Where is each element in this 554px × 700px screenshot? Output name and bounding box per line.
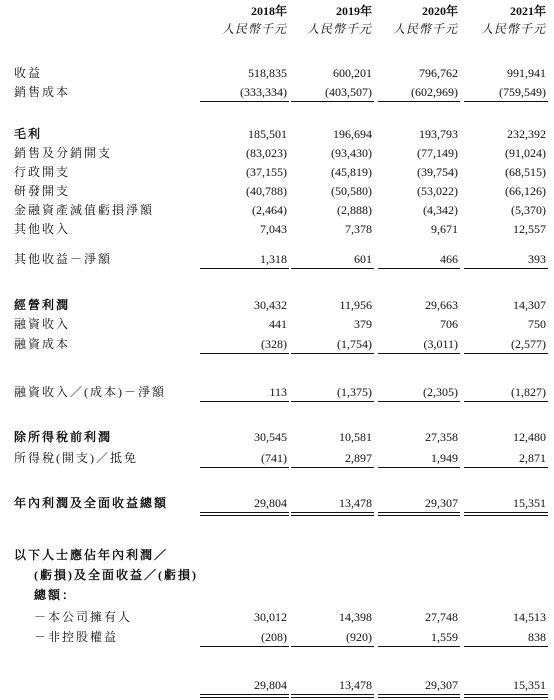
cell-value: 379 — [354, 317, 372, 331]
subtotal-rule — [464, 353, 548, 354]
subtotal-rule — [464, 401, 548, 402]
cell-value: 441 — [269, 317, 287, 331]
row-label: 融資收入 — [14, 317, 71, 331]
cell-value: 30,545 — [254, 430, 287, 444]
cell-value: 13,478 — [339, 496, 372, 510]
currency-unit: 人民幣千元 — [480, 22, 546, 36]
cell-value: 600,201 — [333, 66, 372, 80]
subtotal-rule — [291, 646, 374, 647]
total-double-rule — [378, 697, 460, 698]
cell-value: (2,888) — [337, 203, 372, 217]
row-label: 金融資產減值虧損淨額 — [14, 203, 155, 217]
subtotal-rule — [378, 268, 460, 269]
total-double-rule — [378, 515, 460, 516]
cell-value: (3,011) — [423, 337, 458, 351]
row-label: 毛利 — [14, 127, 43, 141]
cell-value: 12,557 — [513, 222, 546, 236]
cell-value: 10,581 — [339, 430, 372, 444]
cell-value: (1,827) — [511, 385, 546, 399]
cell-value: (66,126) — [505, 184, 546, 198]
cell-value: (68,515) — [505, 165, 546, 179]
cell-value: (2,577) — [511, 337, 546, 351]
subtotal-rule — [200, 353, 289, 354]
cell-value: 185,501 — [248, 127, 287, 141]
cell-value: (83,023) — [246, 146, 287, 160]
subtotal-rule — [464, 268, 548, 269]
cell-value: 2,871 — [519, 451, 546, 465]
total-double-rule — [378, 694, 460, 695]
subtotal-rule — [464, 646, 548, 647]
row-label: 所得稅(開支)／抵免 — [14, 451, 138, 465]
cell-value: 30,432 — [254, 298, 287, 312]
year-header: 2019年 — [335, 4, 372, 18]
subtotal-rule — [378, 353, 460, 354]
cell-value: (602,969) — [411, 85, 458, 99]
cell-value: (91,024) — [505, 146, 546, 160]
currency-unit: 人民幣千元 — [221, 22, 287, 36]
subtotal-rule — [200, 268, 289, 269]
total-double-rule — [464, 697, 548, 698]
cell-value: 14,398 — [339, 610, 372, 624]
subtotal-rule — [291, 268, 374, 269]
year-header: 2021年 — [509, 4, 546, 18]
currency-unit: 人民幣千元 — [306, 22, 372, 36]
total-double-rule — [464, 512, 548, 513]
cell-value: 9,671 — [431, 222, 458, 236]
row-label: 銷售成本 — [14, 85, 71, 99]
total-double-rule — [378, 512, 460, 513]
cell-value: (208) — [261, 630, 287, 644]
cell-value: 1,559 — [431, 630, 458, 644]
row-label: 年內利潤及全面收益總額 — [14, 496, 169, 510]
cell-value: 113 — [269, 385, 287, 399]
total-double-rule — [200, 697, 289, 698]
cell-value: (920) — [346, 630, 372, 644]
subtotal-rule — [378, 467, 460, 468]
cell-value: 11,956 — [339, 298, 372, 312]
subtotal-rule — [378, 101, 460, 102]
cell-value: (333,334) — [240, 85, 287, 99]
row-label: 研發開支 — [14, 184, 71, 198]
row-label: 行政開支 — [14, 165, 71, 179]
row-label: (虧損)及全面收益／(虧損) — [34, 568, 198, 582]
row-label: 總額： — [34, 588, 77, 602]
cell-value: 706 — [440, 317, 458, 331]
cell-value: (2,464) — [252, 203, 287, 217]
cell-value: 13,478 — [339, 678, 372, 692]
cell-value: (1,375) — [337, 385, 372, 399]
cell-value: (77,149) — [417, 146, 458, 160]
row-label: 收益 — [14, 66, 43, 80]
row-label: 除所得稅前利潤 — [14, 430, 113, 444]
total-double-rule — [291, 697, 374, 698]
cell-value: 750 — [528, 317, 546, 331]
subtotal-rule — [464, 101, 548, 102]
cell-value: (39,754) — [417, 165, 458, 179]
cell-value: (37,155) — [246, 165, 287, 179]
cell-value: 29,307 — [425, 496, 458, 510]
year-header: 2020年 — [421, 4, 458, 18]
cell-value: 14,307 — [513, 298, 546, 312]
total-double-rule — [200, 694, 289, 695]
cell-value: 991,941 — [507, 66, 546, 80]
subtotal-rule — [378, 646, 460, 647]
cell-value: 393 — [528, 252, 546, 266]
cell-value: 2,897 — [345, 451, 372, 465]
cell-value: 29,804 — [254, 496, 287, 510]
subtotal-rule — [200, 401, 289, 402]
cell-value: 14,513 — [513, 610, 546, 624]
cell-value: (1,754) — [337, 337, 372, 351]
cell-value: 15,351 — [513, 496, 546, 510]
row-label: －本公司擁有人 — [34, 610, 133, 624]
cell-value: 27,748 — [425, 610, 458, 624]
subtotal-rule — [200, 101, 289, 102]
total-double-rule — [464, 694, 548, 695]
subtotal-rule — [291, 353, 374, 354]
subtotal-rule — [464, 467, 548, 468]
cell-value: 1,318 — [260, 252, 287, 266]
cell-value: (45,819) — [331, 165, 372, 179]
cell-value: 7,378 — [345, 222, 372, 236]
cell-value: 7,043 — [260, 222, 287, 236]
cell-value: (53,022) — [417, 184, 458, 198]
cell-value: (328) — [261, 337, 287, 351]
cell-value: (759,549) — [499, 85, 546, 99]
cell-value: (40,788) — [246, 184, 287, 198]
total-double-rule — [200, 515, 289, 516]
cell-value: 193,793 — [419, 127, 458, 141]
cell-value: 29,307 — [425, 678, 458, 692]
subtotal-rule — [291, 401, 374, 402]
cell-value: 518,835 — [248, 66, 287, 80]
subtotal-rule — [200, 646, 289, 647]
row-label: －非控股權益 — [34, 630, 119, 644]
cell-value: 796,762 — [419, 66, 458, 80]
total-double-rule — [291, 694, 374, 695]
year-header: 2018年 — [250, 4, 287, 18]
cell-value: 466 — [440, 252, 458, 266]
row-label: 銷售及分銷開支 — [14, 146, 113, 160]
cell-value: 838 — [528, 630, 546, 644]
cell-value: 196,694 — [333, 127, 372, 141]
cell-value: (403,507) — [325, 85, 372, 99]
cell-value: (2,305) — [423, 385, 458, 399]
total-double-rule — [291, 515, 374, 516]
row-label: 以下人士應佔年內利潤／ — [14, 548, 169, 562]
cell-value: 27,358 — [425, 430, 458, 444]
total-double-rule — [291, 512, 374, 513]
row-label: 融資收入／(成本)－淨額 — [14, 385, 166, 399]
cell-value: (93,430) — [331, 146, 372, 160]
cell-value: (50,580) — [331, 184, 372, 198]
total-double-rule — [200, 512, 289, 513]
row-label: 其他收入 — [14, 222, 71, 236]
cell-value: (5,370) — [511, 203, 546, 217]
total-double-rule — [464, 515, 548, 516]
cell-value: 232,392 — [507, 127, 546, 141]
cell-value: 30,012 — [254, 610, 287, 624]
cell-value: 29,804 — [254, 678, 287, 692]
cell-value: 15,351 — [513, 678, 546, 692]
row-label: 經營利潤 — [14, 298, 71, 312]
subtotal-rule — [291, 101, 374, 102]
currency-unit: 人民幣千元 — [392, 22, 458, 36]
subtotal-rule — [378, 401, 460, 402]
cell-value: 29,663 — [425, 298, 458, 312]
cell-value: 601 — [354, 252, 372, 266]
subtotal-rule — [291, 467, 374, 468]
row-label: 融資成本 — [14, 337, 71, 351]
subtotal-rule — [200, 467, 289, 468]
cell-value: (4,342) — [423, 203, 458, 217]
cell-value: 1,949 — [431, 451, 458, 465]
cell-value: 12,480 — [513, 430, 546, 444]
cell-value: (741) — [261, 451, 287, 465]
row-label: 其他收益－淨額 — [14, 252, 113, 266]
